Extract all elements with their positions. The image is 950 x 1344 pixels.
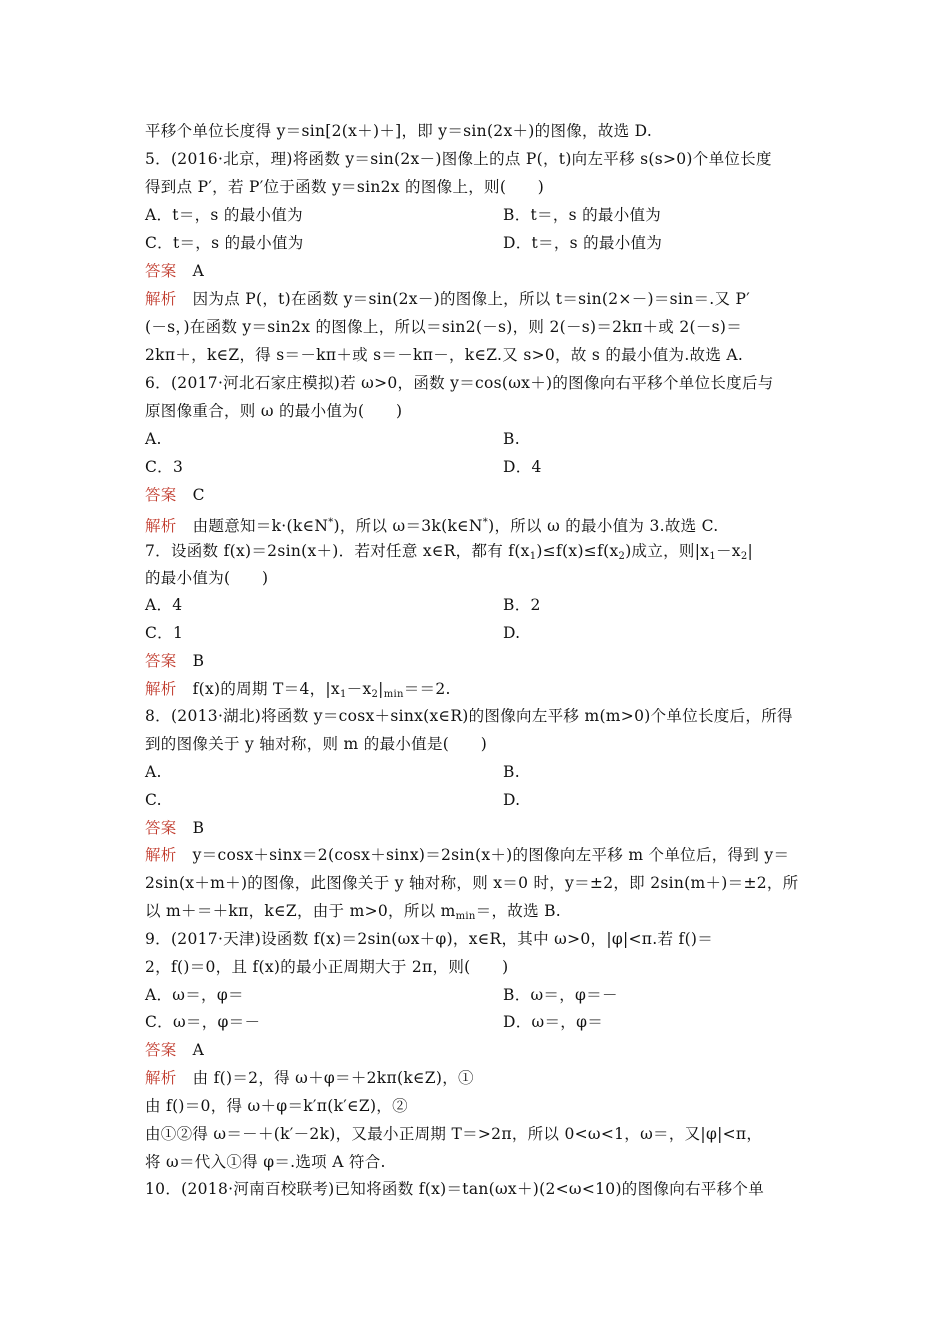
question-5-stem-cont: 得到点 P′，若 P′位于函数 y＝sin2x 的图像上，则( ) — [145, 178, 545, 196]
analysis-text: 由题意知＝k·(k∈N — [192, 517, 329, 535]
stem-text: )≤f(x)≤f(x — [536, 542, 619, 560]
q9-option-c: C．ω＝，φ＝－ — [145, 1013, 261, 1031]
analysis-label: 解析 — [145, 290, 177, 308]
answer-value: B — [192, 819, 205, 837]
question-7-stem — [145, 539, 753, 563]
question-5-stem: 5．(2016·北京，理)将函数 y＝sin(2x－)图像上的点 P(，t)向左平移 s(s>0)个单位长度 — [145, 150, 772, 168]
text-line: 由 f()＝0，得 ω＋φ＝k′π(k′∈Z)，② — [145, 1097, 408, 1115]
subscript: 1 — [529, 551, 537, 562]
q8-option-b: B. — [503, 763, 520, 781]
q9-option-b: B．ω＝，φ＝－ — [503, 986, 618, 1004]
analysis-text: y＝cosx＋sinx＝2(cosx＋sinx)＝2sin(x＋)的图像向左平移 m 个单位后，得到 y＝ — [192, 846, 790, 864]
q6-analysis — [145, 511, 719, 535]
question-9-stem: 9．(2017·天津)设函数 f(x)＝2sin(ωx＋φ)，x∈R，其中 ω>0，|φ|<π.若 f()＝ — [145, 930, 714, 948]
analysis-label: 解析 — [145, 517, 177, 535]
superscript: * — [328, 517, 334, 528]
analysis-label: 解析 — [145, 680, 177, 698]
q5-answer — [145, 259, 204, 283]
text-line: (－s，)在函数 y＝sin2x 的图像上，所以＝sin2(－s)，则 2(－s)＝2kπ＋或 2(－s)＝ — [145, 318, 743, 336]
q6-option-c: C．3 — [145, 458, 184, 476]
stem-text: | — [747, 542, 754, 560]
analysis-label: 解析 — [145, 1069, 177, 1087]
q5-option-d: D．t＝，s 的最小值为 — [503, 234, 663, 252]
subscript: 2 — [371, 689, 379, 700]
subscript: 1 — [709, 551, 716, 562]
analysis-text: ＝，故选 B. — [475, 902, 562, 920]
q8-option-d: D. — [503, 791, 521, 809]
question-7-stem-cont: 的最小值为( ) — [145, 569, 269, 587]
q5-analysis — [145, 287, 750, 311]
q7-option-d: D. — [503, 624, 521, 642]
question-10-stem: 10．(2018·河南百校联考)已知将函数 f(x)＝tan(ωx＋)(2<ω<10)的图像向右平移个单 — [145, 1180, 765, 1198]
question-9-stem-cont: 2，f()＝0，且 f(x)的最小正周期大于 2π，则( ) — [145, 958, 509, 976]
q6-option-d: D．4 — [503, 458, 542, 476]
q6-answer — [145, 483, 205, 507]
question-6-stem-cont: 原图像重合，则 ω 的最小值为( ) — [145, 402, 403, 420]
analysis-label: 解析 — [145, 846, 177, 864]
subscript: min — [455, 911, 476, 922]
question-8-stem-cont: 到的图像关于 y 轴对称，则 m 的最小值是( ) — [145, 735, 488, 753]
q8-analysis — [145, 843, 789, 867]
analysis-text: 因为点 P(，t)在函数 y＝sin(2x－)的图像上，所以 t＝sin(2×－)＝sin＝.又 P′ — [192, 290, 751, 308]
answer-label: 答案 — [145, 262, 177, 280]
superscript: * — [482, 517, 489, 528]
q9-option-a: A．ω＝，φ＝ — [145, 986, 244, 1004]
text-line: 2sin(x＋m＋)的图像，此图像关于 y 轴对称，则 x＝0 时，y＝±2，即 2sin(m＋)＝±2，所 — [145, 874, 799, 892]
q8-answer — [145, 816, 204, 840]
text-line — [145, 899, 561, 923]
q7-option-c: C．1 — [145, 624, 184, 642]
q9-analysis — [145, 1066, 474, 1090]
answer-value: A — [192, 1041, 205, 1059]
subscript: 2 — [618, 551, 626, 562]
answer-label: 答案 — [145, 819, 177, 837]
text-line: 将 ω＝代入①得 φ＝.选项 A 符合. — [145, 1153, 386, 1171]
stem-text: )成立，则|x — [625, 542, 710, 560]
analysis-text: )，所以 ω 的最小值为 3.故选 C. — [488, 517, 719, 535]
analysis-text: －x — [346, 680, 372, 698]
analysis-text: ＝＝2. — [403, 680, 451, 698]
q6-option-b: B. — [503, 430, 520, 448]
text-line: 平移个单位长度得 y＝sin[2(x＋)＋]，即 y＝sin(2x＋)的图像，故选 D. — [145, 122, 653, 140]
question-6-stem: 6．(2017·河北石家庄模拟)若 ω>0，函数 y＝cos(ωx＋)的图像向右平移个单位长度后与 — [145, 374, 774, 392]
subscript: 2 — [740, 551, 748, 562]
q5-option-c: C．t＝，s 的最小值为 — [145, 234, 304, 252]
answer-label: 答案 — [145, 486, 177, 504]
stem-text: 7．设函数 f(x)＝2sin(x＋)．若对任意 x∈R，都有 f(x — [145, 542, 530, 560]
q6-option-a: A. — [145, 430, 162, 448]
q7-option-b: B．2 — [503, 596, 541, 614]
question-8-stem: 8．(2013·湖北)将函数 y＝cosx＋sinx(x∈R)的图像向左平移 m(m>0)个单位长度后，所得 — [145, 707, 793, 725]
subscript: min — [383, 689, 404, 700]
q9-answer — [145, 1038, 204, 1062]
analysis-text: )，所以 ω＝3k(k∈N — [333, 517, 483, 535]
answer-label: 答案 — [145, 1041, 177, 1059]
answer-value: B — [192, 652, 205, 670]
answer-label: 答案 — [145, 652, 177, 670]
q8-option-a: A. — [145, 763, 162, 781]
text-line: 2kπ＋，k∈Z，得 s＝－kπ＋或 s＝－kπ－，k∈Z.又 s>0，故 s 的最小值为.故选 A. — [145, 346, 744, 364]
q8-option-c: C. — [145, 791, 162, 809]
q5-option-b: B．t＝，s 的最小值为 — [503, 206, 662, 224]
analysis-text: 由 f()＝2，得 ω＋φ＝＋2kπ(k∈Z)，① — [192, 1069, 474, 1087]
analysis-text: 以 m＋＝＋kπ，k∈Z，由于 m>0，所以 m — [145, 902, 456, 920]
text-line: 由①②得 ω＝－＋(k′－2k)，又最小正周期 T＝>2π，所以 0<ω<1，ω＝，又|φ|<π， — [145, 1125, 763, 1143]
q7-analysis — [145, 677, 451, 701]
q7-answer — [145, 649, 204, 673]
q7-option-a: A．4 — [145, 596, 183, 614]
analysis-text: f(x)的周期 T＝4，|x — [192, 680, 340, 698]
answer-value: C — [192, 486, 205, 504]
analysis-text: | — [378, 680, 384, 698]
subscript: 1 — [339, 689, 347, 700]
q5-option-a: A．t＝，s 的最小值为 — [145, 206, 303, 224]
q9-option-d: D．ω＝，φ＝ — [503, 1013, 604, 1031]
answer-value: A — [192, 262, 205, 280]
stem-text: －x — [715, 542, 741, 560]
